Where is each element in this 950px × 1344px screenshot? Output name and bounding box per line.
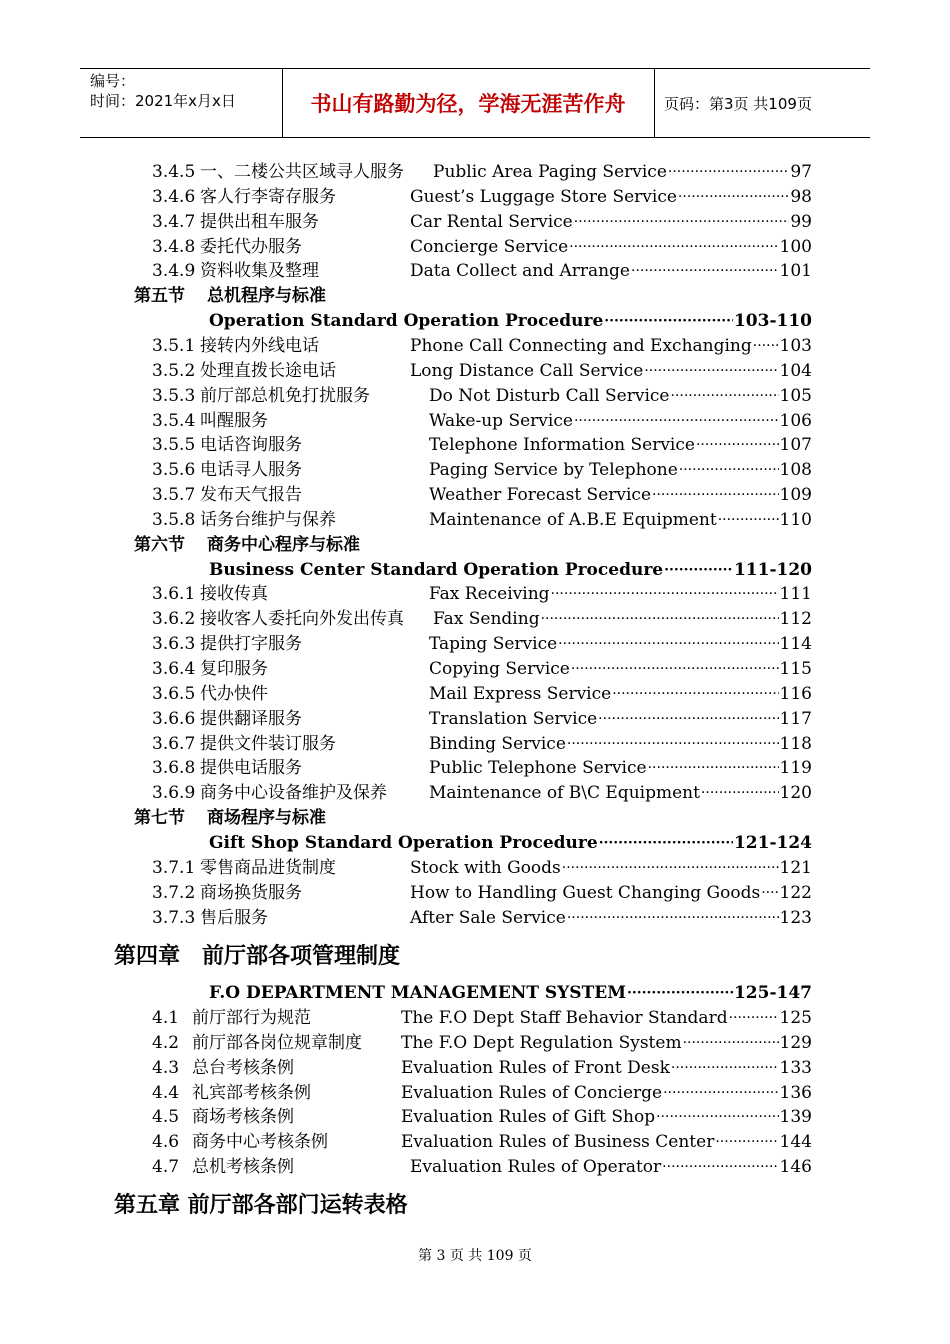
entry-title-en: The F.O Dept Staff Behavior Standard <box>401 1008 728 1028</box>
entry-page: 99 <box>790 211 812 232</box>
entry-number: 3.5.6 <box>152 460 196 481</box>
entry-page: 114 <box>779 634 812 655</box>
entry-title-en: Translation Service <box>429 708 598 729</box>
entry-page: 146 <box>779 1157 812 1178</box>
section-title-en: Operation Standard Operation Procedure <box>209 311 604 332</box>
entry-page: 129 <box>779 1032 812 1053</box>
code-label: 编号： <box>90 72 136 90</box>
toc-entry <box>152 1105 294 1129</box>
toc-entry <box>152 409 268 433</box>
toc-entry <box>152 1155 294 1179</box>
section-label: 第六节 <box>134 534 185 555</box>
entry-title-en: Telephone Information Service <box>429 435 695 456</box>
entry-number: 3.5.3 <box>152 385 196 406</box>
section-title: 商务中心程序与标准 <box>207 534 360 555</box>
toc-entry <box>152 185 336 209</box>
entry-number: 3.5.5 <box>152 435 196 456</box>
dot-leader <box>627 981 733 1005</box>
entry-title-cn: 总机考核条例 <box>192 1157 294 1178</box>
entry-title-cn: 接收客人委托向外发出传真 <box>200 609 404 630</box>
entry-number: 3.6.6 <box>152 708 196 729</box>
entry-title-cn: 一、二楼公共区域寻人服务 <box>200 162 404 182</box>
dot-leader <box>683 1031 779 1055</box>
dot-leader <box>664 558 733 582</box>
entry-title-en: Fax Receiving <box>429 584 550 605</box>
entry-page: 139 <box>779 1107 812 1128</box>
dot-leader <box>604 309 733 333</box>
section-pages: 121-124 <box>733 832 812 853</box>
section-label: 第七节 <box>134 808 185 829</box>
header-divider <box>654 69 655 137</box>
toc-entry <box>152 259 319 283</box>
entry-title-cn: 提供出租车服务 <box>200 211 319 232</box>
dot-leader <box>567 906 779 930</box>
entry-number: 3.6.7 <box>152 733 196 754</box>
dot-leader <box>679 458 779 482</box>
section-label: 第五节 <box>134 286 185 307</box>
toc-entry <box>152 1130 328 1154</box>
entry-title-cn: 前厅部行为规范 <box>192 1008 311 1028</box>
entry-number: 3.4.7 <box>152 211 196 232</box>
entry-page: 106 <box>779 410 812 431</box>
section-title-en: Gift Shop Standard Operation Procedure <box>209 832 598 853</box>
entry-number: 3.5.4 <box>152 410 196 431</box>
entry-title-en: Binding Service <box>429 733 566 754</box>
toc-entry <box>152 210 319 234</box>
dot-leader <box>696 433 779 457</box>
dot-leader <box>551 582 779 606</box>
entry-number: 4.2 <box>152 1032 180 1053</box>
entry-title-cn: 前厅部总机免打扰服务 <box>200 385 370 406</box>
section-title: 商场程序与标准 <box>207 808 326 829</box>
entry-title-cn: 总台考核条例 <box>192 1057 294 1078</box>
header-meta <box>90 71 280 111</box>
entry-title-cn: 接转内外线电话 <box>200 335 319 356</box>
toc-entry <box>152 781 387 805</box>
entry-title-en: Paging Service by Telephone <box>429 460 678 481</box>
entry-title-cn: 提供翻译服务 <box>200 708 302 729</box>
entry-title-en: Guest’s Luggage Store Service <box>410 186 677 207</box>
dot-leader <box>598 707 778 731</box>
entry-title-en: Wake-up Service <box>429 410 573 431</box>
header-motto: 书山有路勤为径，学海无涯苦作舟 <box>310 92 626 116</box>
toc-entry <box>152 756 302 780</box>
toc-entry <box>152 632 302 656</box>
entry-page: 97 <box>790 162 812 182</box>
entry-title-cn: 电话咨询服务 <box>200 435 302 456</box>
toc-entry <box>152 881 302 905</box>
header-page-info: 页码：第3页 共109页 <box>664 94 812 113</box>
entry-number: 4.3 <box>152 1057 180 1078</box>
entry-number: 3.6.9 <box>152 783 196 804</box>
entry-page: 103 <box>779 335 812 356</box>
entry-title-cn: 零售商品进货制度 <box>200 857 336 878</box>
toc-entry <box>152 458 302 482</box>
section-title-en: F.O DEPARTMENT MANAGEMENT SYSTEM <box>209 983 627 1003</box>
entry-page: 117 <box>779 708 812 729</box>
entry-title-en: Maintenance of B\C Equipment <box>429 783 700 804</box>
entry-number: 3.7.3 <box>152 907 196 928</box>
entry-title-en: Taping Service <box>429 634 558 655</box>
entry-title-en: Evaluation Rules of Front Desk <box>401 1057 670 1078</box>
entry-page: 136 <box>779 1082 812 1103</box>
entry-title-cn: 提供打字服务 <box>200 634 302 655</box>
entry-page: 125 <box>779 1008 812 1028</box>
entry-title-en: Concierge Service <box>410 236 569 257</box>
dot-leader <box>562 856 779 880</box>
entry-number: 3.6.1 <box>152 584 196 605</box>
entry-number: 4.1 <box>152 1008 180 1028</box>
entry-title-cn: 提供文件装订服务 <box>200 733 336 754</box>
toc-entry <box>152 384 370 408</box>
entry-number: 3.5.2 <box>152 360 196 381</box>
section-heading <box>134 284 326 308</box>
toc-entry <box>152 707 302 731</box>
entry-page: 118 <box>779 733 812 754</box>
entry-page: 101 <box>779 261 812 282</box>
entry-title-cn: 前厅部各岗位规章制度 <box>192 1032 362 1053</box>
entry-title-en: After Sale Service <box>410 907 566 928</box>
dot-leader <box>718 508 779 532</box>
dot-leader <box>612 682 778 706</box>
entry-page: 120 <box>779 783 812 804</box>
toc-entry <box>152 732 336 756</box>
toc-entry <box>152 359 336 383</box>
entry-page: 109 <box>779 485 812 506</box>
entry-title-cn: 售后服务 <box>200 907 268 928</box>
entry-title-en: Evaluation Rules of Operator <box>410 1157 662 1178</box>
entry-title-en: How to Handling Guest Changing Goods <box>410 882 761 903</box>
dot-leader <box>541 607 779 631</box>
entry-title-cn: 代办快件 <box>200 683 268 704</box>
toc-entry <box>152 483 302 507</box>
toc-entry <box>152 607 404 631</box>
entry-title-en: Public Area Paging Service <box>433 162 667 182</box>
entry-page: 144 <box>779 1132 812 1153</box>
toc-entry <box>152 657 268 681</box>
entry-title-cn: 处理直拨长途电话 <box>200 360 336 381</box>
toc-entry <box>152 682 268 706</box>
entry-page: 119 <box>779 758 812 779</box>
entry-number: 3.4.8 <box>152 236 196 257</box>
toc-entry <box>152 433 302 457</box>
entry-number: 3.5.1 <box>152 335 196 356</box>
entry-title-en: Public Telephone Service <box>429 758 647 779</box>
entry-title-en: Stock with Goods <box>410 857 561 878</box>
dot-leader <box>567 732 779 756</box>
entry-page: 104 <box>779 360 812 381</box>
entry-number: 4.6 <box>152 1132 180 1153</box>
dot-leader <box>670 384 778 408</box>
entry-title-cn: 商场换货服务 <box>200 882 302 903</box>
entry-title-cn: 资料收集及整理 <box>200 261 319 282</box>
entry-number: 3.4.6 <box>152 186 196 207</box>
dot-leader <box>599 831 733 855</box>
dot-leader <box>662 1155 778 1179</box>
entry-title-cn: 商场考核条例 <box>192 1107 294 1128</box>
dot-leader <box>678 185 789 209</box>
dot-leader <box>671 1056 779 1080</box>
time-label: 时间：2021年x月x日 <box>90 92 236 110</box>
entry-title-en: Data Collect and Arrange <box>410 261 630 282</box>
dot-leader <box>761 881 778 905</box>
entry-title-en: Copying Service <box>429 659 570 679</box>
entry-number: 3.4.9 <box>152 261 196 282</box>
entry-title-en: Fax Sending <box>433 609 540 630</box>
entry-title-en: Long Distance Call Service <box>410 360 644 381</box>
dot-leader <box>668 160 789 184</box>
section-pages: 111-120 <box>733 559 812 580</box>
entry-number: 4.7 <box>152 1157 180 1178</box>
entry-title-en: The F.O Dept Regulation System <box>401 1032 682 1053</box>
entry-title-cn: 提供电话服务 <box>200 758 302 779</box>
dot-leader <box>558 632 778 656</box>
entry-title-cn: 委托代办服务 <box>200 236 302 257</box>
dot-leader <box>729 1006 779 1030</box>
entry-number: 3.6.4 <box>152 659 196 679</box>
entry-page: 116 <box>779 683 812 704</box>
section-pages: 103-110 <box>733 311 812 332</box>
toc-entry <box>152 1006 311 1030</box>
dot-leader <box>753 334 779 358</box>
entry-title-en: Phone Call Connecting and Exchanging <box>410 335 752 356</box>
dot-leader <box>715 1130 778 1154</box>
entry-number: 4.4 <box>152 1082 180 1103</box>
entry-number: 3.5.7 <box>152 485 196 506</box>
section-heading <box>134 806 326 830</box>
entry-title-cn: 接收传真 <box>200 584 268 605</box>
entry-number: 3.5.8 <box>152 509 196 530</box>
page-footer: 第 3 页 共 109 页 <box>418 1248 532 1264</box>
entry-page: 98 <box>790 186 812 207</box>
entry-title-cn: 发布天气报告 <box>200 485 302 506</box>
entry-page: 115 <box>779 659 812 679</box>
dot-leader <box>648 756 779 780</box>
toc-entry <box>152 1081 311 1105</box>
section-title: 总机程序与标准 <box>207 286 326 307</box>
toc-entry <box>152 160 404 184</box>
toc-entry <box>152 856 336 880</box>
toc-entry <box>152 1056 294 1080</box>
entry-page: 112 <box>779 609 812 630</box>
entry-page: 107 <box>779 435 812 456</box>
section-heading <box>134 533 360 557</box>
toc-entry <box>152 582 268 606</box>
entry-title-en: Mail Express Service <box>429 683 612 704</box>
dot-leader <box>663 1081 778 1105</box>
entry-title-en: Do Not Disturb Call Service <box>429 385 670 406</box>
chapter-heading: 第四章 前厅部各项管理制度 <box>114 944 401 969</box>
entry-number: 3.6.8 <box>152 758 196 779</box>
entry-title-cn: 商务中心设备维护及保养 <box>200 783 387 804</box>
entry-title-en: Maintenance of A.B.E Equipment <box>429 509 717 530</box>
section-title-en: Business Center Standard Operation Procedure <box>209 559 664 580</box>
entry-page: 123 <box>779 907 812 928</box>
entry-number: 3.6.5 <box>152 683 196 704</box>
entry-page: 111 <box>779 584 812 605</box>
entry-title-cn: 客人行李寄存服务 <box>200 186 336 207</box>
entry-title-cn: 复印服务 <box>200 659 268 679</box>
dot-leader <box>701 781 779 805</box>
entry-page: 110 <box>779 509 812 530</box>
dot-leader <box>569 235 778 259</box>
chapter-heading: 第五章 前厅部各部门运转表格 <box>114 1193 408 1218</box>
toc-entry <box>152 235 302 259</box>
entry-title-en: Evaluation Rules of Gift Shop <box>401 1107 656 1128</box>
entry-title-en: Car Rental Service <box>410 211 573 232</box>
entry-page: 108 <box>779 460 812 481</box>
dot-leader <box>574 409 779 433</box>
entry-number: 3.6.3 <box>152 634 196 655</box>
page-header <box>80 68 870 138</box>
entry-number: 4.5 <box>152 1107 180 1128</box>
entry-title-en: Evaluation Rules of Business Center <box>401 1132 715 1153</box>
toc-entry <box>152 334 319 358</box>
toc-entry <box>152 906 268 930</box>
entry-title-cn: 叫醒服务 <box>200 410 268 431</box>
dot-leader <box>652 483 779 507</box>
section-pages: 125-147 <box>733 983 812 1003</box>
entry-title-cn: 商务中心考核条例 <box>192 1132 328 1153</box>
entry-title-cn: 礼宾部考核条例 <box>192 1082 311 1103</box>
toc-entry <box>152 1031 362 1055</box>
entry-title-en: Weather Forecast Service <box>429 485 652 506</box>
dot-leader <box>656 1105 778 1129</box>
entry-page: 133 <box>779 1057 812 1078</box>
entry-number: 3.4.5 <box>152 162 196 182</box>
dot-leader <box>571 657 779 681</box>
entry-page: 100 <box>779 236 812 257</box>
entry-page: 105 <box>779 385 812 406</box>
entry-page: 121 <box>779 857 812 878</box>
entry-title-cn: 话务台维护与保养 <box>200 509 336 530</box>
entry-number: 3.7.2 <box>152 882 196 903</box>
dot-leader <box>631 259 779 283</box>
toc-entry <box>152 508 336 532</box>
entry-number: 3.6.2 <box>152 609 196 630</box>
entry-page: 122 <box>779 882 812 903</box>
entry-title-cn: 电话寻人服务 <box>200 460 302 481</box>
dot-leader <box>574 210 790 234</box>
entry-number: 3.7.1 <box>152 857 196 878</box>
dot-leader <box>644 359 778 383</box>
entry-title-en: Evaluation Rules of Concierge <box>401 1082 663 1103</box>
